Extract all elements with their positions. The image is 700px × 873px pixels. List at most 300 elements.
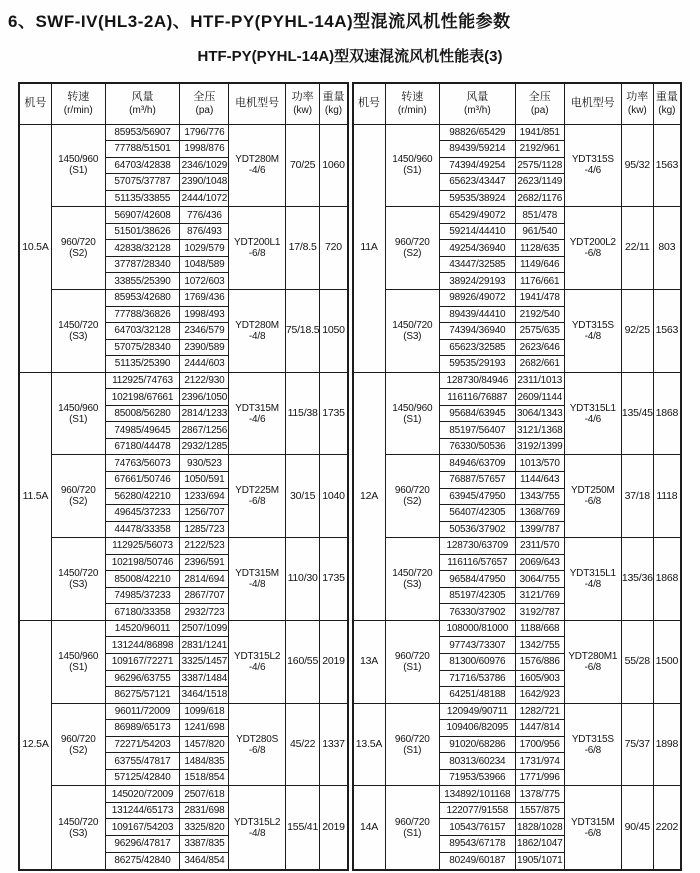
airflow-cell: 91020/68286: [439, 736, 515, 753]
power-cell: 90/45: [621, 786, 653, 870]
shift-label: (S2): [69, 496, 88, 508]
airflow-cell: 131244/65173: [105, 802, 180, 819]
airflow-cell: 97743/73307: [439, 637, 515, 654]
weight-cell: 1868: [653, 372, 681, 455]
motor-poles: -4/6: [248, 413, 266, 425]
pressure-cell: 1099/618: [180, 703, 229, 720]
airflow-cell: 128730/63709: [439, 538, 515, 555]
pressure-cell: 3121/1368: [515, 422, 564, 439]
motor-poles: -4/8: [248, 827, 266, 839]
pressure-cell: 1048/589: [180, 256, 229, 273]
motor-poles: -4/6: [584, 413, 602, 425]
pressure-cell: 1342/755: [515, 637, 564, 654]
motor-cell: [229, 455, 285, 538]
power-cell: 135/45: [621, 372, 653, 455]
speed-value: 960/720: [60, 733, 96, 745]
pressure-cell: 2192/961: [515, 141, 564, 158]
airflow-cell: 38924/29193: [439, 273, 515, 290]
col-header-weight: [320, 83, 348, 124]
motor-poles: -6/8: [584, 827, 602, 839]
airflow-cell: 65623/32585: [439, 339, 515, 356]
shift-label: (S2): [69, 248, 88, 260]
machine-cell: 11.5A: [19, 372, 51, 620]
col-header-speed: [385, 83, 439, 124]
motor-model: YDT280M: [235, 154, 279, 166]
airflow-cell: 64703/42838: [105, 157, 180, 174]
motor-poles: -4/8: [584, 579, 602, 591]
motor-poles: -4/8: [584, 330, 602, 342]
power-cell: 92/25: [621, 289, 653, 372]
machine-cell: 12.5A: [19, 620, 51, 870]
machine-cell: 13.5A: [353, 703, 386, 786]
pressure-cell: 1256/707: [180, 505, 229, 522]
pressure-cell: 851/478: [515, 207, 564, 224]
col-header-power: [285, 83, 320, 124]
pressure-cell: 2682/1176: [515, 190, 564, 207]
motor-cell: [564, 124, 621, 207]
airflow-cell: 89543/67178: [439, 836, 515, 853]
weight-cell: 1500: [653, 620, 681, 703]
pressure-cell: 1128/635: [515, 240, 564, 257]
speed-cell: [51, 620, 105, 703]
speed-cell: [51, 455, 105, 538]
pressure-cell: 2831/698: [180, 802, 229, 819]
pressure-cell: 1457/820: [180, 736, 229, 753]
motor-poles: -6/8: [584, 248, 602, 260]
table-body: [353, 124, 682, 870]
col-header-weight: [653, 83, 681, 124]
weight-cell: 2019: [320, 786, 348, 870]
motor-model: YDT280M1: [568, 650, 618, 662]
pressure-cell: 3464/854: [180, 852, 229, 870]
airflow-cell: 96296/63755: [105, 670, 180, 687]
pressure-cell: 2867/707: [180, 587, 229, 604]
speed-cell: [385, 620, 439, 703]
col-unit: (r/min): [63, 104, 93, 116]
airflow-cell: 86989/65173: [105, 720, 180, 737]
airflow-cell: 109167/54203: [105, 819, 180, 836]
table-row: [19, 786, 348, 803]
speed-cell: [385, 124, 439, 207]
pressure-cell: 2396/591: [180, 554, 229, 571]
speed-cell: [385, 372, 439, 455]
shift-label: (S2): [403, 496, 422, 508]
motor-model: YDT250M: [571, 485, 615, 497]
pressure-cell: 1862/1047: [515, 836, 564, 853]
airflow-cell: 14520/96011: [105, 620, 180, 637]
col-unit: (r/min): [397, 104, 427, 116]
airflow-cell: 44478/33358: [105, 521, 180, 538]
speed-value: 1450/960: [392, 402, 433, 414]
pressure-cell: 2390/589: [180, 339, 229, 356]
header-row: [19, 83, 348, 124]
motor-model: YDT280M: [235, 319, 279, 331]
airflow-cell: 56280/42210: [105, 488, 180, 505]
power-cell: 95/32: [621, 124, 653, 207]
pressure-cell: 3064/755: [515, 571, 564, 588]
pressure-cell: 1144/643: [515, 471, 564, 488]
airflow-cell: 71716/53786: [439, 670, 515, 687]
pressure-cell: 2932/1285: [180, 438, 229, 455]
weight-cell: 1118: [653, 455, 681, 538]
motor-cell: [564, 289, 621, 372]
airflow-cell: 98926/49072: [439, 289, 515, 306]
airflow-cell: 49645/37233: [105, 505, 180, 522]
airflow-cell: 96296/47817: [105, 836, 180, 853]
speed-cell: [51, 786, 105, 870]
pressure-cell: 2346/1029: [180, 157, 229, 174]
speed-value: 960/720: [394, 237, 430, 249]
table-row: [353, 620, 682, 637]
airflow-cell: 145020/72009: [105, 786, 180, 803]
machine-cell: 10.5A: [19, 124, 51, 372]
weight-cell: 1563: [653, 289, 681, 372]
pressure-cell: 1642/923: [515, 687, 564, 704]
airflow-cell: 67180/33358: [105, 604, 180, 621]
airflow-cell: 85008/42210: [105, 571, 180, 588]
pressure-cell: 3325/820: [180, 819, 229, 836]
pressure-cell: 1029/579: [180, 240, 229, 257]
col-unit: (pa): [195, 104, 214, 116]
power-cell: 135/36: [621, 538, 653, 621]
weight-cell: 1040: [320, 455, 348, 538]
machine-cell: 14A: [353, 786, 386, 870]
shift-label: (S3): [403, 330, 422, 342]
pressure-cell: 1013/570: [515, 455, 564, 472]
airflow-cell: 116116/57657: [439, 554, 515, 571]
table-header: [353, 83, 682, 124]
airflow-cell: 43447/32585: [439, 256, 515, 273]
col-unit: (kw): [627, 104, 647, 116]
motor-cell: [564, 620, 621, 703]
pressure-cell: 2867/1256: [180, 422, 229, 439]
power-cell: 155/41: [285, 786, 320, 870]
pressure-cell: 1998/876: [180, 141, 229, 158]
col-header-machine: [19, 83, 51, 124]
power-cell: 160/55: [285, 620, 320, 703]
pressure-cell: 1605/903: [515, 670, 564, 687]
speed-value: 960/720: [60, 237, 96, 249]
table-row: [353, 372, 682, 389]
airflow-cell: 89439/59214: [439, 141, 515, 158]
power-cell: 17/8.5: [285, 207, 320, 290]
pressure-cell: 2575/1128: [515, 157, 564, 174]
motor-model: YDT315M: [571, 816, 615, 828]
col-unit: (kw): [293, 104, 313, 116]
airflow-cell: 51135/33855: [105, 190, 180, 207]
airflow-cell: 76330/50536: [439, 438, 515, 455]
pressure-cell: 1399/787: [515, 521, 564, 538]
weight-cell: 803: [653, 207, 681, 290]
airflow-cell: 42838/32128: [105, 240, 180, 257]
page-title: 6、SWF-IV(HL3-2A)、HTF-PY(PYHL-14A)型混流风机性能参数: [8, 12, 511, 31]
airflow-cell: 122077/91558: [439, 802, 515, 819]
table-body: [19, 124, 348, 870]
pressure-cell: 3192/1399: [515, 438, 564, 455]
airflow-cell: 74763/56073: [105, 455, 180, 472]
pressure-cell: 1796/776: [180, 124, 229, 141]
pressure-cell: 3464/1518: [180, 687, 229, 704]
pressure-cell: 1905/1071: [515, 852, 564, 870]
motor-poles: -4/6: [584, 165, 602, 177]
pressure-cell: 1769/436: [180, 289, 229, 306]
airflow-cell: 56407/42305: [439, 505, 515, 522]
performance-tables: [18, 82, 682, 871]
table-row: [19, 372, 348, 389]
machine-cell: 12A: [353, 372, 386, 620]
shift-label: (S3): [69, 330, 88, 342]
shift-label: (S3): [69, 827, 88, 839]
pressure-cell: 2444/1072: [180, 190, 229, 207]
pressure-cell: 1188/668: [515, 620, 564, 637]
motor-poles: -6/8: [248, 248, 266, 260]
pressure-cell: 3325/1457: [180, 654, 229, 671]
pressure-cell: 2311/570: [515, 538, 564, 555]
pressure-cell: 3387/835: [180, 836, 229, 853]
speed-value: 1450/960: [392, 154, 433, 166]
airflow-cell: 49254/36940: [439, 240, 515, 257]
airflow-cell: 95684/63945: [439, 405, 515, 422]
perf-table-right: [352, 82, 683, 871]
shift-label: (S3): [69, 579, 88, 591]
pressure-cell: 1378/775: [515, 786, 564, 803]
pressure-cell: 1343/755: [515, 488, 564, 505]
airflow-cell: 56907/42608: [105, 207, 180, 224]
pressure-cell: 2623/1149: [515, 174, 564, 191]
col-label: 功率: [291, 90, 314, 103]
pressure-cell: 2831/1241: [180, 637, 229, 654]
motor-cell: [229, 786, 285, 870]
pressure-cell: 2814/1233: [180, 405, 229, 422]
motor-model: YDT315M: [235, 568, 279, 580]
col-header-flow: [105, 83, 180, 124]
pressure-cell: 1484/835: [180, 753, 229, 770]
power-cell: 75/18.5: [285, 289, 320, 372]
airflow-cell: 98826/65429: [439, 124, 515, 141]
speed-cell: [51, 538, 105, 621]
speed-value: 960/720: [394, 816, 430, 828]
table-row: [19, 124, 348, 141]
airflow-cell: 74985/37233: [105, 587, 180, 604]
shift-label: (S1): [69, 413, 88, 425]
table-row: [353, 786, 682, 803]
power-cell: 75/37: [621, 703, 653, 786]
machine-cell: 11A: [353, 124, 386, 372]
pressure-cell: 961/540: [515, 223, 564, 240]
pressure-cell: 1576/886: [515, 654, 564, 671]
weight-cell: 2019: [320, 620, 348, 703]
motor-cell: [229, 289, 285, 372]
pressure-cell: 3064/1343: [515, 405, 564, 422]
airflow-cell: 109406/82095: [439, 720, 515, 737]
table-row: [19, 620, 348, 637]
motor-cell: [564, 538, 621, 621]
pressure-cell: 1518/854: [180, 769, 229, 786]
motor-cell: [229, 207, 285, 290]
shift-label: (S2): [69, 744, 88, 756]
speed-cell: [385, 207, 439, 290]
motor-model: YDT315L1: [569, 568, 616, 580]
col-header-power: [621, 83, 653, 124]
table-row: [353, 538, 682, 555]
weight-cell: 1050: [320, 289, 348, 372]
weight-cell: 1868: [653, 538, 681, 621]
pressure-cell: 1050/591: [180, 471, 229, 488]
airflow-cell: 59535/29193: [439, 356, 515, 373]
col-label: 机号: [358, 97, 381, 110]
airflow-cell: 63755/47817: [105, 753, 180, 770]
airflow-cell: 112925/56073: [105, 538, 180, 555]
col-label: 全压: [528, 90, 551, 103]
table-row: [353, 703, 682, 720]
pressure-cell: 1557/875: [515, 802, 564, 819]
table-row: [19, 207, 348, 224]
pressure-cell: 2609/1144: [515, 389, 564, 406]
pressure-cell: 2507/618: [180, 786, 229, 803]
airflow-cell: 51135/25390: [105, 356, 180, 373]
motor-poles: -6/8: [584, 496, 602, 508]
shift-label: (S3): [403, 579, 422, 591]
airflow-cell: 57075/28340: [105, 339, 180, 356]
airflow-cell: 65623/43447: [439, 174, 515, 191]
airflow-cell: 10543/76157: [439, 819, 515, 836]
pressure-cell: 1241/698: [180, 720, 229, 737]
pressure-cell: 1941/478: [515, 289, 564, 306]
airflow-cell: 77788/51501: [105, 141, 180, 158]
pressure-cell: 3192/787: [515, 604, 564, 621]
airflow-cell: 50536/37902: [439, 521, 515, 538]
shift-label: (S1): [69, 165, 88, 177]
col-label: 重量: [655, 90, 678, 103]
speed-value: 1450/960: [58, 154, 99, 166]
motor-poles: -6/8: [584, 661, 602, 673]
airflow-cell: 85197/42305: [439, 587, 515, 604]
col-header-motor: [564, 83, 621, 124]
motor-poles: -6/8: [248, 496, 266, 508]
airflow-cell: 102198/50746: [105, 554, 180, 571]
pressure-cell: 876/493: [180, 223, 229, 240]
speed-cell: [51, 703, 105, 786]
airflow-cell: 84946/63709: [439, 455, 515, 472]
motor-cell: [229, 620, 285, 703]
airflow-cell: 37787/28340: [105, 256, 180, 273]
airflow-cell: 102198/67661: [105, 389, 180, 406]
power-cell: 115/38: [285, 372, 320, 455]
motor-cell: [564, 786, 621, 870]
speed-value: 1450/720: [392, 568, 433, 580]
pressure-cell: 2192/540: [515, 306, 564, 323]
airflow-cell: 131244/86898: [105, 637, 180, 654]
pressure-cell: 1368/769: [515, 505, 564, 522]
speed-value: 1450/720: [58, 816, 99, 828]
weight-cell: 1563: [653, 124, 681, 207]
pressure-cell: 3387/1484: [180, 670, 229, 687]
motor-model: YDT315M: [235, 402, 279, 414]
airflow-cell: 74985/49645: [105, 422, 180, 439]
weight-cell: 1898: [653, 703, 681, 786]
pressure-cell: 1282/721: [515, 703, 564, 720]
pressure-cell: 1285/723: [180, 521, 229, 538]
airflow-cell: 109167/72271: [105, 654, 180, 671]
col-header-pressure: [515, 83, 564, 124]
speed-value: 1450/960: [58, 402, 99, 414]
pressure-cell: 2682/661: [515, 356, 564, 373]
col-header-flow: [439, 83, 515, 124]
col-header-motor: [229, 83, 285, 124]
speed-cell: [385, 703, 439, 786]
speed-cell: [51, 207, 105, 290]
pressure-cell: 2623/646: [515, 339, 564, 356]
motor-cell: [229, 538, 285, 621]
pressure-cell: 2575/635: [515, 323, 564, 340]
pressure-cell: 2122/930: [180, 372, 229, 389]
motor-poles: -4/6: [248, 661, 266, 673]
airflow-cell: 72271/54203: [105, 736, 180, 753]
table-row: [353, 207, 682, 224]
motor-poles: -6/8: [584, 744, 602, 756]
col-label: 机号: [24, 97, 47, 110]
col-header-speed: [51, 83, 105, 124]
speed-value: 960/720: [60, 485, 96, 497]
power-cell: 45/22: [285, 703, 320, 786]
airflow-cell: 128730/84946: [439, 372, 515, 389]
weight-cell: 720: [320, 207, 348, 290]
shift-label: (S1): [403, 744, 422, 756]
power-cell: 110/30: [285, 538, 320, 621]
header-row: [353, 83, 682, 124]
motor-cell: [564, 455, 621, 538]
shift-label: (S1): [403, 413, 422, 425]
speed-cell: [385, 538, 439, 621]
airflow-cell: 77788/36826: [105, 306, 180, 323]
pressure-cell: 776/436: [180, 207, 229, 224]
shift-label: (S1): [403, 661, 422, 673]
motor-model: YDT225M: [235, 485, 279, 497]
pressure-cell: 1828/1028: [515, 819, 564, 836]
col-unit: (pa): [530, 104, 549, 116]
motor-model: YDT280S: [236, 733, 279, 745]
airflow-cell: 57075/37787: [105, 174, 180, 191]
speed-value: 1450/960: [58, 650, 99, 662]
col-unit: (kg): [658, 104, 676, 116]
airflow-cell: 67661/50746: [105, 471, 180, 488]
pressure-cell: 2444/603: [180, 356, 229, 373]
weight-cell: 1735: [320, 372, 348, 455]
col-header-machine: [353, 83, 386, 124]
weight-cell: 2202: [653, 786, 681, 870]
motor-cell: [564, 372, 621, 455]
pressure-cell: 3121/769: [515, 587, 564, 604]
col-label: 全压: [193, 90, 216, 103]
motor-model: YDT200L2: [569, 237, 616, 249]
airflow-cell: 71953/53966: [439, 769, 515, 786]
speed-cell: [51, 372, 105, 455]
speed-cell: [385, 455, 439, 538]
pressure-cell: 1176/661: [515, 273, 564, 290]
weight-cell: 1735: [320, 538, 348, 621]
pressure-cell: 2390/1048: [180, 174, 229, 191]
power-cell: 22/11: [621, 207, 653, 290]
airflow-cell: 59214/44410: [439, 223, 515, 240]
airflow-cell: 85197/56407: [439, 422, 515, 439]
col-label: 电机型号: [235, 97, 280, 110]
airflow-cell: 85008/56280: [105, 405, 180, 422]
pressure-cell: 1072/603: [180, 273, 229, 290]
shift-label: (S1): [69, 661, 88, 673]
airflow-cell: 96584/47950: [439, 571, 515, 588]
motor-model: YDT315S: [571, 733, 614, 745]
airflow-cell: 80249/60187: [439, 852, 515, 870]
